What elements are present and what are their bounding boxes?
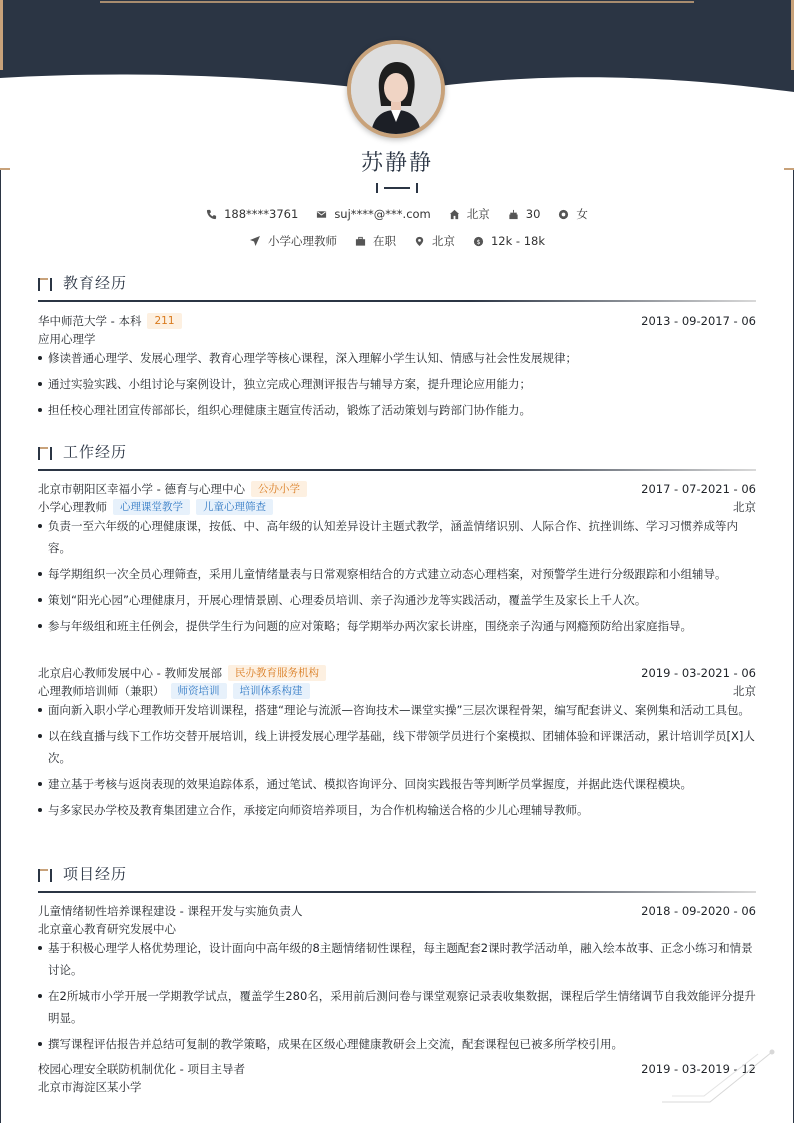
mail-icon	[316, 209, 327, 220]
gender-icon	[558, 209, 569, 220]
location-pin-icon	[414, 236, 425, 247]
list-item: 通过实验实践、小组讨论与案例设计，独立完成心理测评报告与辅导方案，提升理论应用能力；	[38, 373, 756, 395]
education-section-title	[38, 272, 756, 298]
target-position-text: 小学心理教师	[267, 234, 337, 248]
avatar-frame	[347, 40, 445, 138]
project-1-org-row	[38, 920, 756, 938]
list-item: 与多家民办学校及教育集团建立合作，承接定向师资培养项目，为合作机构输送合格的少儿心理辅导教师。	[38, 799, 756, 821]
list-item: 参与年级组和班主任例会，提供学生行为问题的应对策略；每学期举办两次家长讲座，围绕亲子沟通与网瘾预防给出家庭指导。	[38, 615, 756, 637]
job-1-city: 北京	[733, 500, 756, 514]
location-text: 北京	[466, 207, 490, 221]
job-1-company: 北京市朝阳区幸福小学 - 德育与心理中心	[38, 482, 245, 496]
job-2-company-tag: 民办教育服务机构	[228, 665, 326, 681]
target-city-text: 北京	[431, 234, 455, 248]
location-item	[449, 206, 490, 222]
education-major-row	[38, 330, 756, 348]
school-name: 华中师范大学 - 本科	[38, 314, 142, 328]
email-item	[316, 206, 430, 222]
job-1-header	[38, 480, 756, 498]
left-frame-line	[0, 168, 1, 1123]
name-divider	[375, 181, 419, 195]
education-bullets	[38, 347, 756, 425]
salary-item	[473, 233, 545, 249]
candidate-name: 苏静静	[360, 151, 433, 176]
project-1-date: 2018 - 09-2020 - 06	[641, 904, 756, 918]
list-item: 负责一至六年级的心理健康课，按低、中、高年级的认知差异设计主题式教学，涵盖情绪识别、人际合作、抗挫训练、学习习惯养成等内容。	[38, 515, 756, 559]
job-2-header	[38, 664, 756, 682]
send-icon	[249, 235, 261, 247]
job-intent-row	[0, 233, 794, 249]
education-heading: 教育经历	[63, 274, 128, 292]
contact-row	[0, 206, 794, 222]
job-2-company: 北京启心教师发展中心 - 教师发展部	[38, 666, 222, 680]
list-item: 面向新入职小学心理教师开发培训课程，搭建“理论与流派—咨询技术—课堂实操”三层次课程骨架，编写配套讲义、案例集和活动工具包。	[38, 699, 756, 721]
job-1-bullets	[38, 515, 756, 641]
gender-text: 女	[576, 207, 588, 221]
phone-icon	[206, 209, 217, 220]
job-1-company-tag: 公办小学	[251, 481, 307, 497]
list-item: 策划“阳光心园”心理健康月，开展心理情景剧、心理委员培训、亲子沟通沙龙等实践活动，覆盖学生及家长上千人次。	[38, 589, 756, 611]
list-item: 修读普通心理学、发展心理学、教育心理学等核心课程，深入理解小学生认知、情感与社会性发展规律；	[38, 347, 756, 369]
education-date: 2013 - 09-2017 - 06	[641, 314, 756, 328]
job-1-role: 小学心理教师	[38, 500, 107, 514]
phone-item	[206, 206, 298, 222]
job-2-city: 北京	[733, 684, 756, 698]
list-item: 以在线直播与线下工作坊交替开展培训，线上讲授发展心理学基础，线下带领学员进行个案模拟、团辅体验和评课活动，累计培训学员[X]人次。	[38, 725, 756, 769]
status-text: 在职	[372, 234, 396, 248]
gender-item	[558, 206, 588, 222]
list-item: 建立基于考核与返岗表现的效果追踪体系，通过笔试、模拟咨询评分、回岗实践报告等判断学员掌握度，并据此迭代课程模块。	[38, 773, 756, 795]
job-2-role-row	[38, 682, 756, 700]
project-1-bullets	[38, 937, 756, 1059]
target-city-item	[414, 233, 455, 249]
major: 应用心理学	[38, 332, 96, 346]
svg-text:$: $	[476, 237, 481, 246]
project-2-date: 2019 - 03-2019 - 12	[641, 1062, 756, 1076]
briefcase-icon	[355, 236, 366, 247]
home-icon	[449, 209, 460, 220]
project-1-org: 北京童心教育研究发展中心	[38, 922, 176, 936]
project-2-name: 校园心理安全联防机制优化 - 项目主导者	[38, 1062, 245, 1076]
age-text: 30	[525, 207, 541, 221]
job-2-bullets	[38, 699, 756, 825]
list-item: 基于积极心理学人格优势理论，设计面向中高年级的8主题情绪韧性课程，每主题配套2课时教学活动单，融入绘本故事、正念小练习和情景讨论。	[38, 937, 756, 981]
project-2-org: 北京市海淀区某小学	[38, 1080, 142, 1094]
avatar	[351, 44, 441, 134]
work-section-title	[38, 441, 756, 467]
list-item: 担任校心理社团宣传部部长，组织心理健康主题宣传活动，锻炼了活动策划与跨部门协作能力。	[38, 399, 756, 421]
salary-icon	[473, 236, 484, 247]
education-header	[38, 312, 756, 330]
age-item	[508, 206, 541, 222]
project-2-header	[38, 1060, 756, 1078]
job-1-role-tag: 心理课堂教学	[113, 499, 190, 515]
corner-decoration	[660, 1048, 780, 1108]
job-2-role-tag: 培训体系构建	[233, 683, 310, 699]
list-item: 每学期组织一次全员心理筛查，采用儿童情绪量表与日常观察相结合的方式建立动态心理档案，对预警学生进行分级跟踪和小组辅导。	[38, 563, 756, 585]
phone-text: 188****3761	[224, 207, 299, 221]
projects-section-title	[38, 863, 756, 889]
projects-heading: 项目经历	[63, 865, 128, 883]
job-1-role-row	[38, 498, 756, 516]
school-tag: 211	[147, 313, 181, 329]
job-2-date: 2019 - 03-2021 - 06	[641, 666, 756, 680]
target-position-item	[249, 233, 337, 249]
job-2-role: 心理教师培训师（兼职）	[38, 684, 165, 698]
salary-text: 12k - 18k	[490, 234, 546, 248]
work-heading: 工作经历	[63, 443, 128, 461]
job-1-date: 2017 - 07-2021 - 06	[641, 482, 756, 496]
project-1-name: 儿童情绪韧性培养课程建设 - 课程开发与实施负责人	[38, 904, 303, 918]
job-1-role-tag: 儿童心理筛查	[196, 499, 273, 515]
job-2-role-tag: 师资培训	[171, 683, 227, 699]
list-item: 撰写课程评估报告并总结可复制的教学策略，成果在区级心理健康教研会上交流，配套课程包已被多所学校引用。	[38, 1033, 756, 1055]
email-text: suj****@***.com	[334, 207, 431, 221]
list-item: 在2所城市小学开展一学期教学试点，覆盖学生280名，采用前后测问卷与课堂观察记录表收集数据，课程后学生情绪调节自我效能评分提升明显。	[38, 985, 756, 1029]
cake-icon	[508, 209, 519, 220]
project-2-org-row	[38, 1078, 756, 1096]
status-item	[355, 233, 396, 249]
project-1-header	[38, 902, 756, 920]
